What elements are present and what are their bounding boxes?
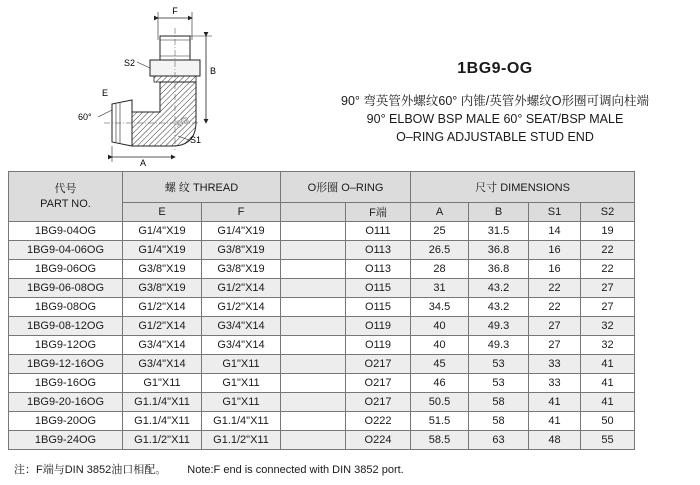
header-thread: 螺 纹 THREAD	[123, 172, 281, 203]
cell-oring: O119	[346, 317, 411, 336]
cell-f: G3/8"X19	[202, 260, 281, 279]
cell-part: 1BG9-12-16OG	[9, 355, 123, 374]
table-row	[9, 222, 635, 241]
cell-a: 25	[411, 222, 469, 241]
cell-b: 36.8	[469, 241, 529, 260]
cell-f: G1.1/2"X11	[202, 431, 281, 450]
spec-table	[8, 171, 635, 450]
table-row	[9, 298, 635, 317]
cell-f: G1.1/4"X11	[202, 412, 281, 431]
cell-part: 1BG9-16OG	[9, 374, 123, 393]
cell-oring: O217	[346, 374, 411, 393]
cell-s1: 16	[529, 241, 581, 260]
cell-spacer	[281, 336, 346, 355]
cell-part: 1BG9-20OG	[9, 412, 123, 431]
cell-oring: O222	[346, 412, 411, 431]
cell-e: G3/4"X14	[123, 355, 202, 374]
cell-a: 28	[411, 260, 469, 279]
cell-s2: 55	[581, 431, 635, 450]
cell-f: G1/4"X19	[202, 222, 281, 241]
cell-e: G1/2"X14	[123, 298, 202, 317]
cell-b: 43.2	[469, 298, 529, 317]
table-row	[9, 355, 635, 374]
cell-a: 34.5	[411, 298, 469, 317]
cell-f: G3/8"X19	[202, 241, 281, 260]
table-row	[9, 393, 635, 412]
cell-a: 26.5	[411, 241, 469, 260]
footnote	[14, 461, 422, 477]
cell-part: 1BG9-08-12OG	[9, 317, 123, 336]
cell-s1: 41	[529, 393, 581, 412]
header-part-no-en: PART NO.	[40, 197, 91, 210]
header-f-end: F端	[346, 203, 411, 222]
cell-spacer	[281, 260, 346, 279]
cell-e: G3/8"X19	[123, 279, 202, 298]
cell-s2: 27	[581, 298, 635, 317]
dim-b-label: B	[210, 66, 217, 76]
table-row	[9, 317, 635, 336]
cell-spacer	[281, 431, 346, 450]
cell-s1: 27	[529, 336, 581, 355]
title-block	[300, 60, 690, 146]
cell-spacer	[281, 298, 346, 317]
cell-b: 63	[469, 431, 529, 450]
cell-s1: 22	[529, 279, 581, 298]
cell-b: 53	[469, 355, 529, 374]
header-spacer	[281, 203, 346, 222]
cell-spacer	[281, 222, 346, 241]
header-b: B	[469, 203, 529, 222]
cell-spacer	[281, 374, 346, 393]
header-part-no-zh: 代号	[54, 182, 77, 195]
cell-s1: 33	[529, 355, 581, 374]
cell-spacer	[281, 279, 346, 298]
table-row	[9, 374, 635, 393]
cell-f: G1"X11	[202, 374, 281, 393]
cell-f: G3/4"X14	[202, 336, 281, 355]
cell-a: 46	[411, 374, 469, 393]
table-row	[9, 336, 635, 355]
cell-f: G3/4"X14	[202, 317, 281, 336]
cell-s2: 41	[581, 374, 635, 393]
footnote-zh: 注：F端与DIN 3852油口相配。	[14, 464, 167, 476]
cell-part: 1BG9-06-08OG	[9, 279, 123, 298]
table-row	[9, 241, 635, 260]
cell-spacer	[281, 241, 346, 260]
cell-part: 1BG9-08OG	[9, 298, 123, 317]
table-row	[9, 431, 635, 450]
cell-f: G1"X11	[202, 393, 281, 412]
cell-s1: 14	[529, 222, 581, 241]
cell-s1: 27	[529, 317, 581, 336]
cell-a: 58.5	[411, 431, 469, 450]
cell-e: G3/4"X14	[123, 336, 202, 355]
cell-s2: 32	[581, 336, 635, 355]
cell-a: 50.5	[411, 393, 469, 412]
cell-e: G1.1/2"X11	[123, 431, 202, 450]
cell-part: 1BG9-20-16OG	[9, 393, 123, 412]
cell-s1: 48	[529, 431, 581, 450]
cell-s2: 50	[581, 412, 635, 431]
cell-b: 36.8	[469, 260, 529, 279]
cell-oring: O113	[346, 260, 411, 279]
cell-a: 40	[411, 317, 469, 336]
cell-part: 1BG9-12OG	[9, 336, 123, 355]
table-row	[9, 412, 635, 431]
cell-e: G1/2"X14	[123, 317, 202, 336]
dim-a-label: A	[140, 158, 147, 168]
cell-s2: 22	[581, 260, 635, 279]
elbow-body	[132, 82, 196, 146]
cell-oring: O119	[346, 336, 411, 355]
cell-s1: 41	[529, 412, 581, 431]
cell-b: 53	[469, 374, 529, 393]
header-dimensions: 尺寸 DIMENSIONS	[411, 172, 635, 203]
cell-s2: 41	[581, 355, 635, 374]
cell-a: 40	[411, 336, 469, 355]
cell-b: 31.5	[469, 222, 529, 241]
footnote-en: Note:F end is connected with DIN 3852 port.	[187, 464, 404, 476]
cell-e: G1/4"X19	[123, 222, 202, 241]
description-en-1: 90° ELBOW BSP MALE 60° SEAT/BSP MALE	[366, 112, 624, 126]
cell-s1: 16	[529, 260, 581, 279]
sg-marking: SG	[174, 114, 191, 130]
cell-e: G1"X11	[123, 374, 202, 393]
cell-s2: 27	[581, 279, 635, 298]
cell-s2: 41	[581, 393, 635, 412]
cell-b: 49.3	[469, 336, 529, 355]
cell-oring: O217	[346, 355, 411, 374]
header-a: A	[411, 203, 469, 222]
header-s2: S2	[581, 203, 635, 222]
cell-s1: 33	[529, 374, 581, 393]
header-f: F	[202, 203, 281, 222]
cell-spacer	[281, 393, 346, 412]
cell-e: G1.1/4"X11	[123, 393, 202, 412]
cell-a: 45	[411, 355, 469, 374]
dim-s1-label: S1	[190, 135, 202, 145]
cell-oring: O115	[346, 298, 411, 317]
cell-e: G3/8"X19	[123, 260, 202, 279]
cell-f: G1/2"X14	[202, 279, 281, 298]
cell-part: 1BG9-04OG	[9, 222, 123, 241]
fitting-drawing	[0, 0, 330, 168]
table-row	[9, 260, 635, 279]
cell-b: 58	[469, 412, 529, 431]
cell-s2: 32	[581, 317, 635, 336]
header-part-no	[9, 172, 123, 222]
cell-part: 1BG9-06OG	[9, 260, 123, 279]
cell-oring: O113	[346, 241, 411, 260]
cell-oring: O115	[346, 279, 411, 298]
header-s1: S1	[529, 203, 581, 222]
cell-s1: 22	[529, 298, 581, 317]
cell-oring: O217	[346, 393, 411, 412]
cell-oring: O224	[346, 431, 411, 450]
dim-f-label: F	[172, 6, 178, 16]
cell-part: 1BG9-24OG	[9, 431, 123, 450]
dim-angle-label: 60°	[78, 112, 92, 122]
cell-b: 49.3	[469, 317, 529, 336]
cell-a: 51.5	[411, 412, 469, 431]
cell-oring: O111	[346, 222, 411, 241]
header-e: E	[123, 203, 202, 222]
table-row	[9, 279, 635, 298]
header-oring: O形圈 O–RING	[281, 172, 411, 203]
cell-spacer	[281, 412, 346, 431]
cell-f: G1"X11	[202, 355, 281, 374]
dim-e-label: E	[102, 88, 109, 98]
cell-f: G1/2"X14	[202, 298, 281, 317]
cell-e: G1/4"X19	[123, 241, 202, 260]
description-en-2: O–RING ADJUSTABLE STUD END	[396, 130, 594, 144]
cell-b: 43.2	[469, 279, 529, 298]
cell-b: 58	[469, 393, 529, 412]
cell-spacer	[281, 355, 346, 374]
cell-spacer	[281, 317, 346, 336]
part-title: 1BG9-OG	[457, 60, 533, 77]
cell-e: G1.1/4"X11	[123, 412, 202, 431]
description-zh: 90° 弯英管外螺纹60° 内锥/英管外螺纹O形圈可调向柱端	[341, 94, 649, 108]
cell-part: 1BG9-04-06OG	[9, 241, 123, 260]
cell-s2: 19	[581, 222, 635, 241]
cell-a: 31	[411, 279, 469, 298]
cell-s2: 22	[581, 241, 635, 260]
dim-s2-label: S2	[124, 58, 136, 68]
